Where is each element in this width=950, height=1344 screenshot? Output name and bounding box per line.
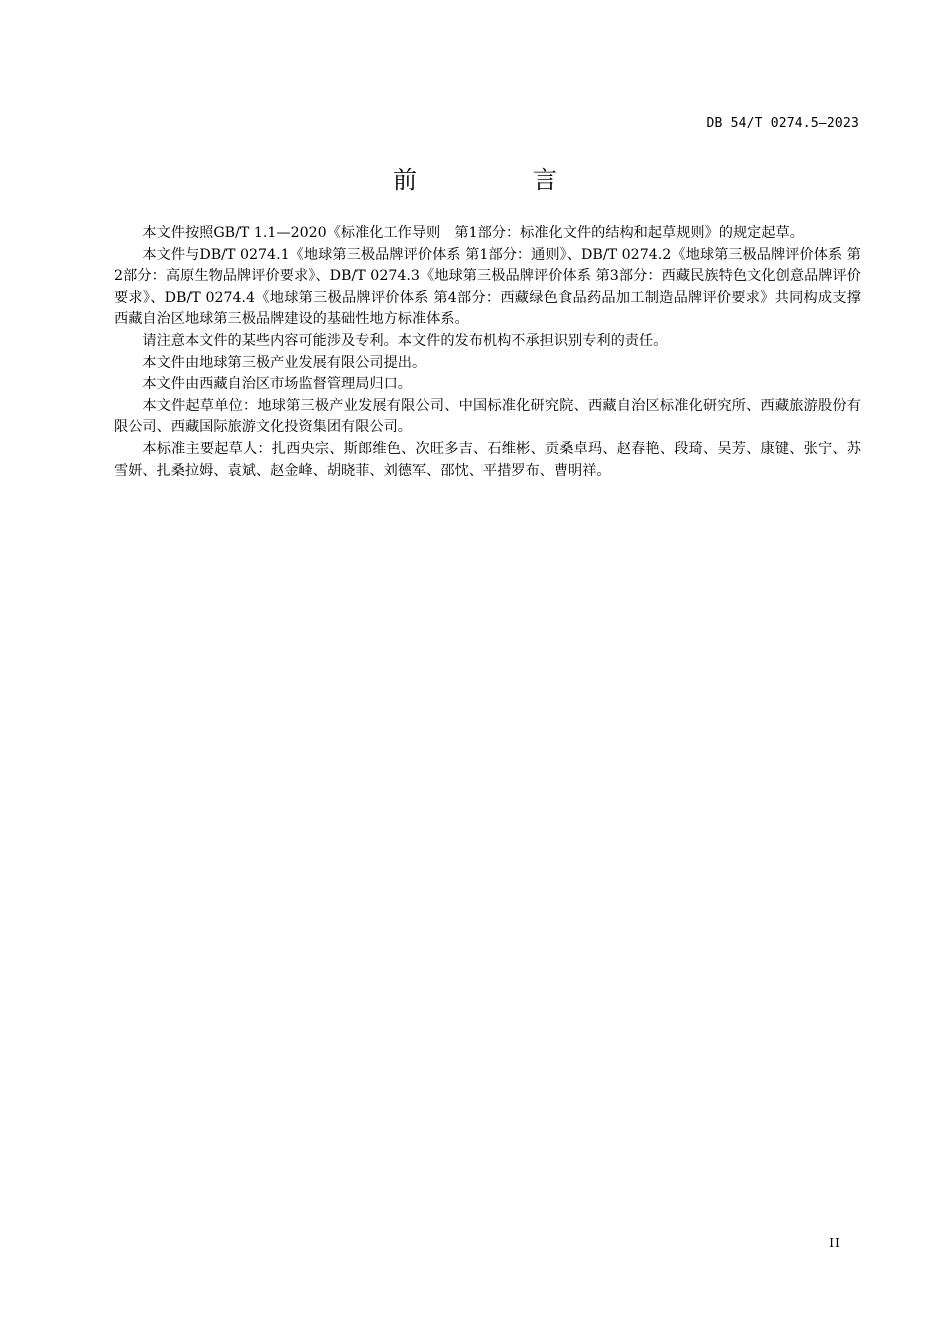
paragraph-administrator: 本文件由西藏自治区市场监督管理局归口。 [142,376,412,393]
paragraph-drafting-units: 本文件起草单位：地球第三极产业发展有限公司、中国标准化研究院、西藏自治区标准化研究所、西藏旅游股份有限公司、西藏国际旅游文化投资集团有限公司。 [114,397,861,436]
document-code: DB 54/T 0274.5—2023 [706,116,859,131]
paragraph-patent-notice: 请注意本文件的某些内容可能涉及专利。本文件的发布机构不承担识别专利的责任。 [142,332,668,349]
paragraph-standard-series: 本文件与DB/T 0274.1《地球第三极品牌评价体系 第1部分：通则》、DB/T 0274.2《地球第三极品牌评价体系 第2部分：高原生物品牌评价要求》、DB/T 0274.3《地球第三极品牌评价体系 第3部分：西藏民族特色文化创意品牌评价要求》、DB/T 0274.4《地球第三极品牌评价体系 第4部分：西藏绿色食品药品加工制造品牌评价要求》共同构成支撑西藏自治区地球第三极品牌建设的基础性地方标准体系。 [114,246,861,328]
paragraph-proposer: 本文件由地球第三极产业发展有限公司提出。 [142,354,427,371]
page-number: II [829,1235,841,1250]
foreword-body [114,223,861,482]
paragraph-drafters: 本标准主要起草人：扎西央宗、斯郎维色、次旺多吉、石维彬、贡桑卓玛、赵春艳、段琦、吴芳、康键、张宁、苏雪妍、扎桑拉姆、袁斌、赵金峰、胡晓菲、刘德军、邵忱、平措罗布、曹明祥。 [114,440,861,479]
paragraph-drafting-rules: 本文件按照GB/T 1.1—2020《标准化工作导则 第1部分：标准化文件的结构和起草规则》的规定起草。 [142,225,804,241]
page-title: 前 言 [393,166,603,194]
